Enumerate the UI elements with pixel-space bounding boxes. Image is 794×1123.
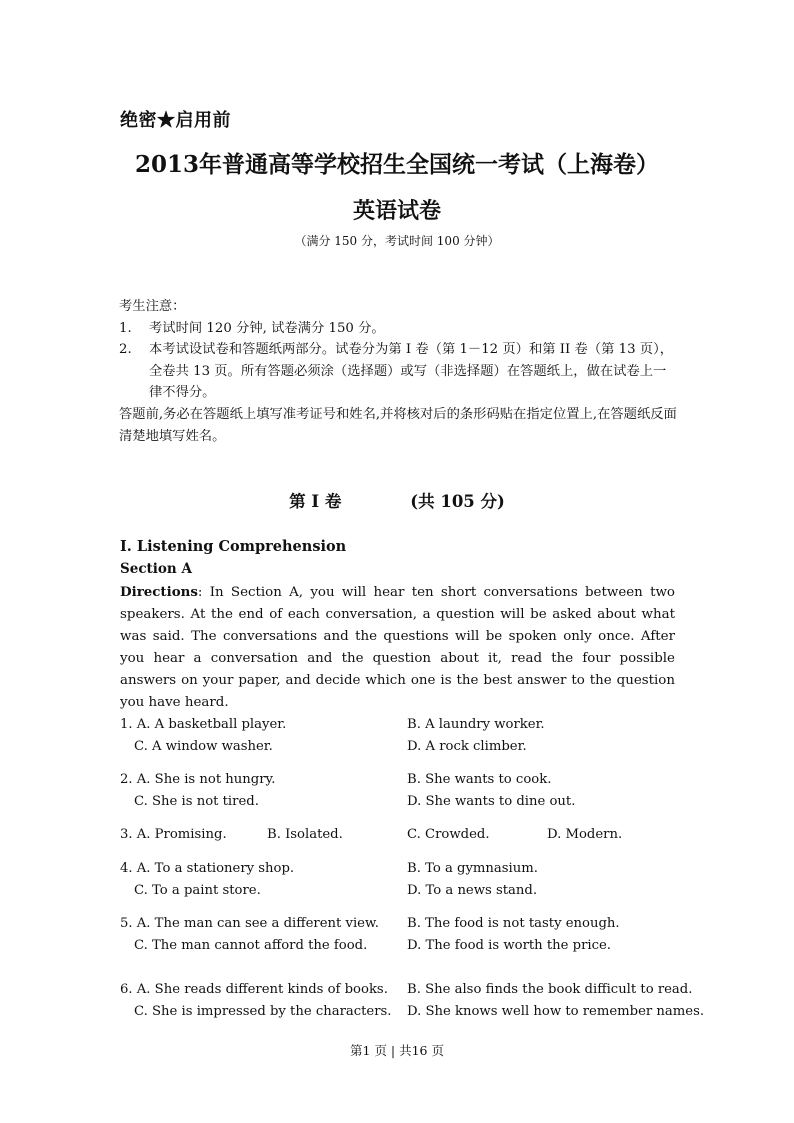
- option-d: D. She wants to dine out.: [407, 794, 576, 809]
- option-a: 3. A. Promising.: [120, 827, 227, 842]
- option-b: B. She wants to cook.: [407, 772, 552, 787]
- option-c: C. The man cannot afford the food.: [134, 938, 368, 953]
- question-1: [120, 714, 680, 758]
- question-4: [120, 858, 680, 902]
- option-b: B. A laundry worker.: [407, 717, 545, 732]
- subject-title: 英语试卷: [352, 198, 441, 224]
- option-d: D. Modern.: [547, 827, 623, 842]
- option-d: D. She knows well how to remember names.: [407, 1004, 705, 1019]
- option-c: C. She is impressed by the characters.: [134, 1004, 392, 1019]
- question-5: [120, 913, 680, 957]
- confidential-mark: 绝密★启用前: [120, 110, 231, 131]
- option-b: B. She also finds the book difficult to read.: [407, 982, 693, 997]
- question-6: [120, 979, 705, 1023]
- exam-meta: （满分 150 分，考试时间 100 分钟）: [294, 234, 500, 248]
- notes-footer: 答题前,务必在答题纸上填写准考证号和姓名,并将核对后的条形码贴在指定位置上,在答题纸反面清楚地填写姓名。: [119, 406, 677, 444]
- note-number: 1.: [119, 320, 132, 336]
- option-d: D. To a news stand.: [407, 883, 538, 898]
- option-b: B. The food is not tasty enough.: [407, 916, 620, 931]
- option-c: C. She is not tired.: [134, 794, 259, 809]
- part-heading: 第 I 卷 (共 105 分): [289, 492, 505, 511]
- notes-heading: 考生注意：: [119, 299, 186, 314]
- option-a: 5. A. The man can see a different view.: [120, 916, 379, 931]
- page-footer: 第1 页 | 共16 页: [350, 1043, 444, 1058]
- option-c: C. To a paint store.: [134, 883, 261, 898]
- option-b: B. To a gymnasium.: [407, 861, 538, 876]
- section-title: I. Listening Comprehension: [120, 538, 347, 555]
- directions: [120, 581, 675, 714]
- note-number: 2.: [119, 342, 132, 358]
- option-d: D. A rock climber.: [407, 739, 527, 754]
- question-2: [120, 769, 680, 813]
- question-3: [120, 824, 680, 846]
- option-a: 1. A. A basketball player.: [120, 717, 287, 732]
- directions-label: Directions: [120, 584, 198, 600]
- subsection-title: Section A: [120, 561, 192, 577]
- option-d: D. The food is worth the price.: [407, 938, 611, 953]
- exam-title: 2013年普通高等学校招生全国统一考试（上海卷）: [134, 151, 659, 178]
- candidate-notes: [119, 296, 679, 447]
- note-item-2: [119, 339, 679, 404]
- note-text: 考试时间 120 分钟, 试卷满分 150 分。: [149, 320, 385, 336]
- note-text: 本考试设试卷和答题纸两部分。试卷分为第 I 卷（第 1－12 页）和第 II 卷（第 13 页），全卷共 13 页。所有答题必须涂（选择题）或写（非选择题）在答题纸上，做在试卷上一律不得分。: [149, 342, 674, 401]
- option-b: B. Isolated.: [267, 827, 343, 842]
- option-a: 2. A. She is not hungry.: [120, 772, 276, 787]
- option-c: C. A window washer.: [134, 739, 273, 754]
- option-a: 6. A. She reads different kinds of books.: [120, 982, 388, 997]
- option-a: 4. A. To a stationery shop.: [120, 861, 295, 876]
- note-item-1: [119, 318, 679, 340]
- option-c: C. Crowded.: [407, 827, 490, 842]
- directions-text: : In Section A, you will hear ten short conversations between two speakers. At the end of each conversation, a question will be asked about what was said. The conversations and the questions will be spoken only once. After you hear a conversation and the question about it, read the four possible answers on your paper, and decide which one is the best answer to the question you have heard.: [120, 585, 675, 710]
